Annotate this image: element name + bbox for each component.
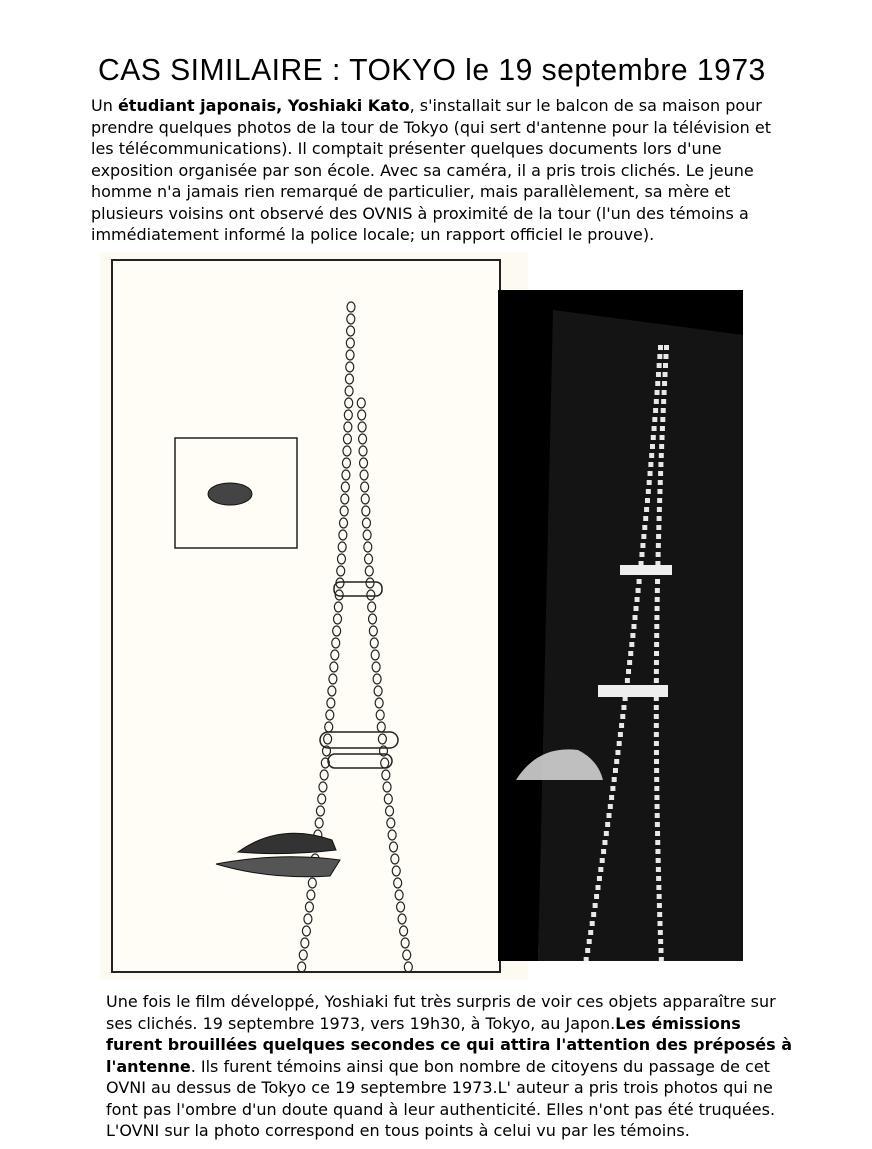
text-line	[91, 181, 771, 203]
text-line	[106, 1034, 792, 1056]
text-line	[91, 117, 771, 139]
text-line	[106, 1077, 792, 1099]
text: L'OVNI sur la photo correspond en tous points à celui vu par les témoins.	[106, 1121, 690, 1140]
text: . Ils furent témoins ainsi que bon nombre de citoyens du passage de cet	[190, 1056, 770, 1076]
text-line	[106, 991, 792, 1013]
text: plusieurs voisins ont observé des OVNIS à proximité de la tour (l'un des témoins a	[91, 203, 749, 223]
inset-ufo	[208, 483, 252, 505]
text: Une fois le film développé, Yoshiaki fut très surpris de voir ces objets apparaître sur	[106, 992, 776, 1011]
text: homme n'a jamais rien remarqué de particulier, mais parallèlement, sa mère et	[91, 182, 731, 201]
text: , s'installait sur le balcon de sa maison pour	[409, 96, 762, 115]
bold-text: l'antenne	[106, 1056, 191, 1076]
conclusion-paragraph	[106, 991, 792, 1142]
text-line	[91, 224, 771, 246]
text: Un	[91, 96, 118, 115]
text-line	[106, 1056, 792, 1078]
tower-drawing-image	[100, 252, 528, 980]
text-line	[106, 1099, 792, 1121]
text-line	[91, 138, 771, 160]
tower-photo	[498, 290, 743, 961]
text: les télécommunications). Il comptait présenter quelques documents lors d'une	[91, 139, 722, 158]
text: font pas l'ombre d'un doute quand à leur authenticité. Elles n'ont pas été truquées.	[106, 1099, 776, 1119]
bold-text: furent brouillées quelques secondes ce qui attira l'attention des préposés à	[106, 1035, 793, 1054]
text-line	[106, 1120, 792, 1142]
text-line	[91, 203, 771, 225]
bold-text: étudiant japonais, Yoshiaki Kato	[117, 96, 410, 115]
text-line	[91, 95, 771, 117]
text-line	[106, 1013, 792, 1035]
text: prendre quelques photos de la tour de Tokyo (qui sert d'antenne pour la télévision et	[91, 117, 771, 137]
text: exposition organisée par son école. Avec sa caméra, il a pris trois clichés. Le jeune	[91, 160, 754, 180]
text: immédiatement informé la police locale; un rapport officiel le prouve).	[91, 225, 655, 244]
bold-text: Les émissions	[615, 1013, 741, 1033]
text: ses clichés. 19 septembre 1973, vers 19h30, à Tokyo, au Japon.	[106, 1013, 616, 1033]
intro-paragraph	[91, 95, 771, 246]
page-title: CAS SIMILAIRE : TOKYO le 19 septembre 1973	[98, 52, 766, 87]
text-line	[91, 160, 771, 182]
text: OVNI au dessus de Tokyo ce 19 septembre 1973.L' auteur a pris trois photos qui ne	[106, 1078, 773, 1097]
